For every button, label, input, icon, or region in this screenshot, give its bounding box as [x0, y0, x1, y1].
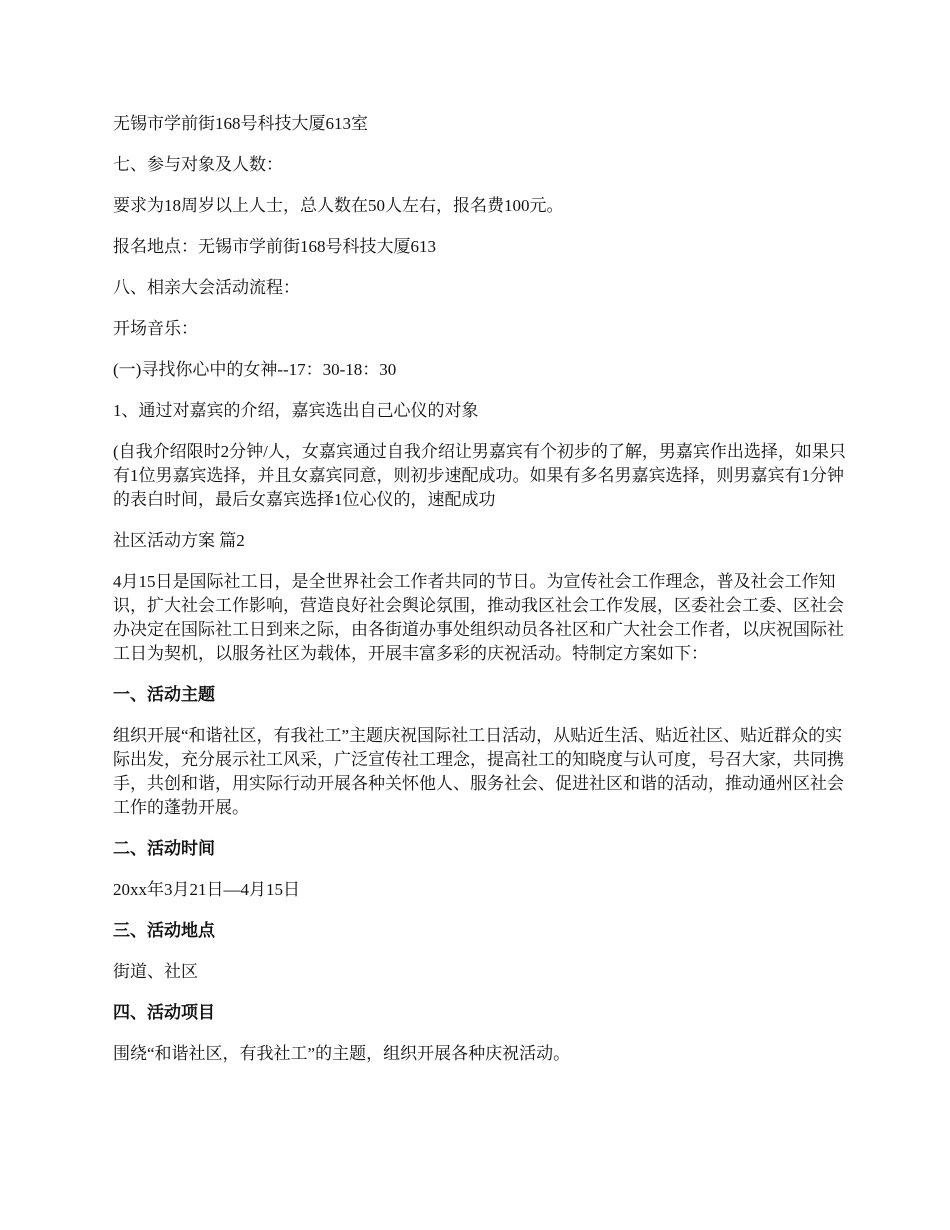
registration-location: 报名地点：无锡市学前街168号科技大厦613: [113, 237, 436, 256]
document-page: [113, 112, 853, 1083]
heading-theme: 一、活动主题: [113, 685, 215, 704]
location-body: 街道、社区: [113, 962, 198, 981]
address-line: 无锡市学前街168号科技大厦613室: [113, 114, 368, 133]
section-seven-title: 七、参与对象及人数：: [113, 155, 283, 174]
opening-music: 开场音乐：: [113, 319, 198, 338]
segment-one-step: 1、通过对嘉宾的介绍，嘉宾选出自己心仪的对象: [113, 401, 479, 420]
theme-body: 组织开展“和谐社区，有我社工”主题庆祝国际社工日活动，从贴近生活、贴近社区、贴近群众的实际出发，充分展示社工风采，广泛宣传社工理念，提高社工的知晓度与认可度，号召大家，共同携手，共创和谐，用实际行动开展各种关怀他人、服务社会、促进社区和谐的活动，推动通州区社会工作的蓬勃开展。: [113, 726, 844, 817]
time-body: 20xx年3月21日—4月15日: [113, 880, 300, 899]
heading-time: 二、活动时间: [113, 839, 215, 858]
segment-one-title: (一)寻找你心中的女神--17：30-18：30: [113, 360, 397, 379]
section-eight-title: 八、相亲大会活动流程：: [113, 278, 300, 297]
participant-requirements: 要求为18周岁以上人士，总人数在50人左右，报名费100元。: [113, 196, 564, 215]
segment-one-details: (自我介绍限时2分钟/人，女嘉宾通过自我介绍让男嘉宾有个初步的了解，男嘉宾作出选择，如果只有1位男嘉宾选择，并且女嘉宾同意，则初步速配成功。如果有多名男嘉宾选择，则男嘉宾有1分钟的表白时间，最后女嘉宾选择1位心仪的，速配成功: [113, 442, 846, 509]
heading-location: 三、活动地点: [113, 921, 215, 940]
heading-projects: 四、活动项目: [113, 1003, 215, 1022]
plan-two-intro: 4月15日是国际社工日，是全世界社会工作者共同的节日。为宣传社会工作理念，普及社会工作知识，扩大社会工作影响，营造良好社会舆论氛围，推动我区社会工作发展，区委社会工委、区社会办决定在国际社工日到来之际，由各街道办事处组织动员各社区和广大社会工作者，以庆祝国际社工日为契机，以服务社区为载体，开展丰富多彩的庆祝活动。特制定方案如下：: [113, 572, 844, 663]
projects-body: 围绕“和谐社区，有我社工”的主题，组织开展各种庆祝活动。: [113, 1044, 571, 1063]
plan-two-title: 社区活动方案 篇2: [113, 531, 245, 550]
